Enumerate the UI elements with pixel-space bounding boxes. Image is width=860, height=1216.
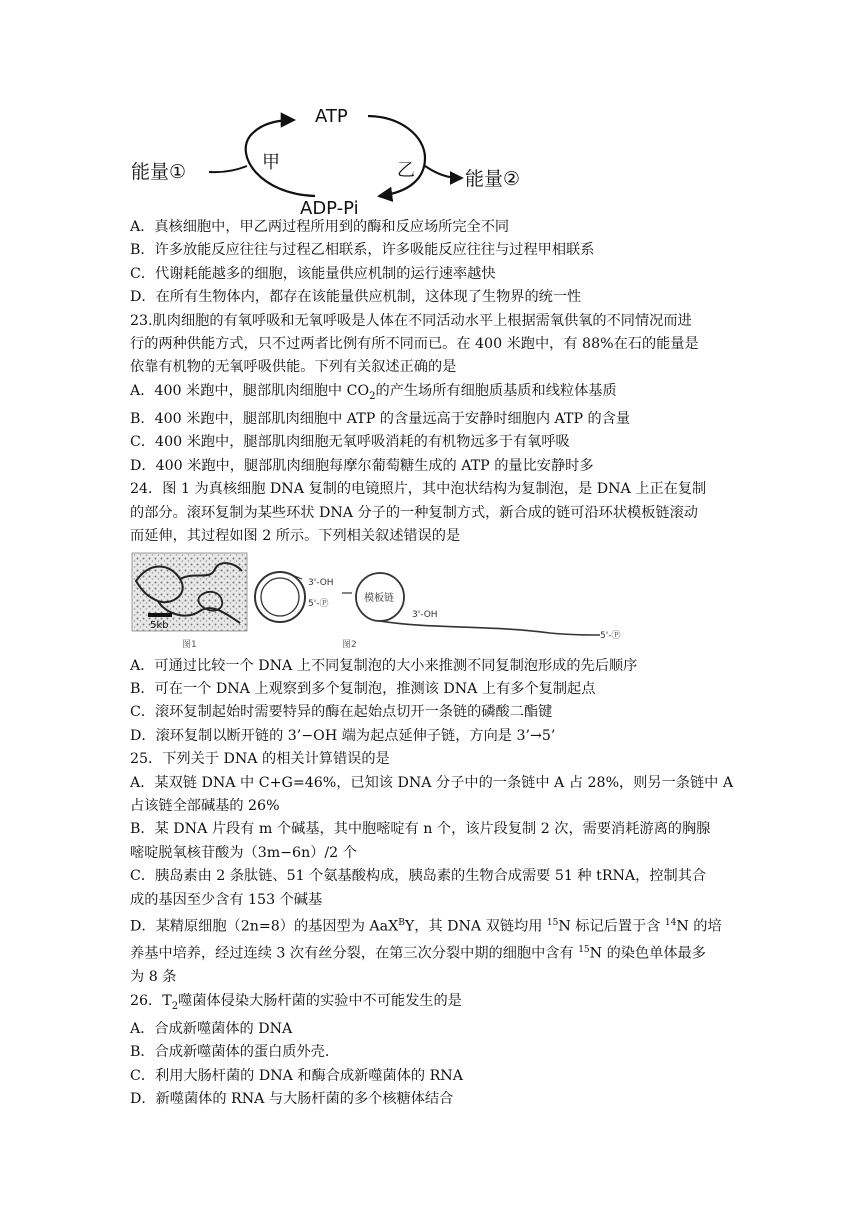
q25-option-a-line2: 占该链全部碱基的 26% xyxy=(130,797,280,814)
q26-stem: 26．$T_2$噬菌体侵染大肠杆菌的实验中不可能发生的是 xyxy=(130,992,462,1012)
rolling-circle-diagram xyxy=(255,572,620,641)
q26-option-b: B．合成新噬菌体的蛋白质外壳． xyxy=(130,1044,340,1061)
q23-stem-line3: 依靠有机物的无氧呼吸供能。下列有关叙述正确的是 xyxy=(130,359,457,376)
q23-option-c: C．400 米跑中，腿部肌肉细胞无氧呼吸消耗的有机物远多于有氧呼吸 xyxy=(130,434,570,451)
q25-option-d-line2: 养基中培养，经过连续 3 次有丝分裂，在第三次分裂中期的细胞中含有 $^{15}$N 的染色单体最多 xyxy=(130,945,706,962)
q24-option-b: B．可在一个 DNA 上观察到多个复制泡，推测该 DNA 上有多个复制起点 xyxy=(130,680,596,697)
atp-label: ATP xyxy=(315,106,348,127)
q23-stem-line2: 行的两种供能方式，只不过两者比例有所不同而已。在 400 米跑中，有 88%在石的能量是 xyxy=(130,336,699,353)
q26-option-c: C．利用大肠杆菌的 DNA 和酶合成新噬菌体的 RNA xyxy=(130,1067,463,1084)
scale-label: 5kb xyxy=(150,619,169,631)
template-strand-label: 模板链 xyxy=(364,592,394,604)
question-content xyxy=(130,216,732,1112)
q25-option-b-line1: B．某 DNA 片段有 m 个碱基，其中胞嘧啶有 n 个，该片段复制 2 次，需要消耗游离的胸腺 xyxy=(130,821,711,838)
figure2-caption: 图2 xyxy=(342,639,357,650)
q23-option-a: A．400 米跑中，腿部肌肉细胞中 $CO_2$的产生场所有细胞质基质和线粒体基质 xyxy=(130,382,617,402)
yi-label: 乙 xyxy=(397,160,415,181)
process-yi-arrow xyxy=(368,116,425,196)
adp-label: ADP-Pi xyxy=(300,198,359,218)
micrograph-image xyxy=(132,553,247,631)
q25-option-c-line1: C．胰岛素由 2 条肽链、51 个氨基酸构成，胰岛素的生物合成需要 51 种 tRNA，控制其合 xyxy=(130,868,707,885)
oh-label-2: 3'-OH xyxy=(412,609,438,620)
q22-option-d: D．在所有生物体内，都存在该能量供应机制，这体现了生物界的统一性 xyxy=(130,289,582,306)
process-jia-arrow xyxy=(246,120,315,196)
p-label-1: 5'-Ⓟ xyxy=(308,598,329,609)
q24-stem-line1: 24．图 1 为真核细胞 DNA 复制的电镜照片，其中泡状结构为复制泡，是 DNA 上正在复制 xyxy=(130,481,707,498)
energy1-label: 能量① xyxy=(131,161,187,183)
energy1-arrow xyxy=(209,166,247,172)
oh-label-1: 3'-OH xyxy=(308,577,334,588)
q24-stem-line3: 而延伸，其过程如图 2 所示。下列相关叙述错误的是 xyxy=(130,528,461,545)
q22-option-c: C．代谢耗能越多的细胞，该能量供应机制的运行速率越快 xyxy=(130,265,496,282)
p-label-2: 5'-Ⓟ xyxy=(600,630,621,641)
q23-option-d: D．400 米跑中，腿部肌肉细胞每摩尔葡萄糖生成的 ATP 的量比安静时多 xyxy=(130,457,594,474)
q24-stem-line2: 的部分。滚环复制为某些环状 DNA 分子的一种复制方式，新合成的链可沿环状模板链滚动 xyxy=(130,504,698,521)
q25-option-d-line3: 为 8 条 xyxy=(130,969,177,986)
q26-option-d: D．新噬菌体的 RNA 与大肠杆菌的多个核糖体结合 xyxy=(130,1091,454,1108)
q23-option-b: B．400 米跑中，腿部肌肉细胞中 ATP 的含量远高于安静时细胞内 ATP 的含量 xyxy=(130,411,631,428)
atp-cycle-figure xyxy=(125,96,545,218)
q22-option-b: B．许多放能反应往往与过程乙相联系，许多吸能反应往往与过程甲相联系 xyxy=(130,242,595,259)
q26-option-a: A．合成新噬菌体的 DNA xyxy=(130,1020,293,1037)
q25-option-d-line1: D．某精原细胞（2n=8）的基因型为 AaX$^B$Y，其 DNA 双链均用 $^{15}$N 标记后置于含 $^{14}$N 的培 xyxy=(130,917,722,935)
energy2-label: 能量② xyxy=(465,168,521,190)
jia-label: 甲 xyxy=(262,152,280,173)
q24-option-d: D．滚环复制以断开链的 3’−OH 端为起点延伸子链，方向是 3’→5’ xyxy=(130,727,556,744)
dna-replication-figure xyxy=(130,551,630,651)
q25-option-c-line2: 成的基因至少含有 153 个碱基 xyxy=(130,891,323,908)
q25-option-a-line1: A．某双链 DNA 中 C+G=46%，已知该 DNA 分子中的一条链中 A 占 28%，则另一条链中 A xyxy=(130,774,734,791)
q22-option-a: A．真核细胞中，甲乙两过程所用到的酶和反应场所完全不同 xyxy=(130,219,510,235)
q23-stem-line1: 23.肌肉细胞的有氧呼吸和无氧呼吸是人体在不同活动水平上根据需氧供氧的不同情况而进 xyxy=(130,312,692,329)
q25-option-b-line2: 嘧啶脱氧核苷酸为（3m−6n）/2 个 xyxy=(130,844,357,861)
q24-option-c: C．滚环复制起始时需要特异的酶在起始点切开一条链的磷酸二酯键 xyxy=(130,704,553,721)
figure1-caption: 图1 xyxy=(182,639,197,650)
energy2-arrow xyxy=(425,166,461,178)
q24-option-a: A．可通过比较一个 DNA 上不同复制泡的大小来推测不同复制泡形成的先后顺序 xyxy=(130,657,638,674)
q25-stem: 25．下列关于 DNA 的相关计算错误的是 xyxy=(130,751,390,768)
